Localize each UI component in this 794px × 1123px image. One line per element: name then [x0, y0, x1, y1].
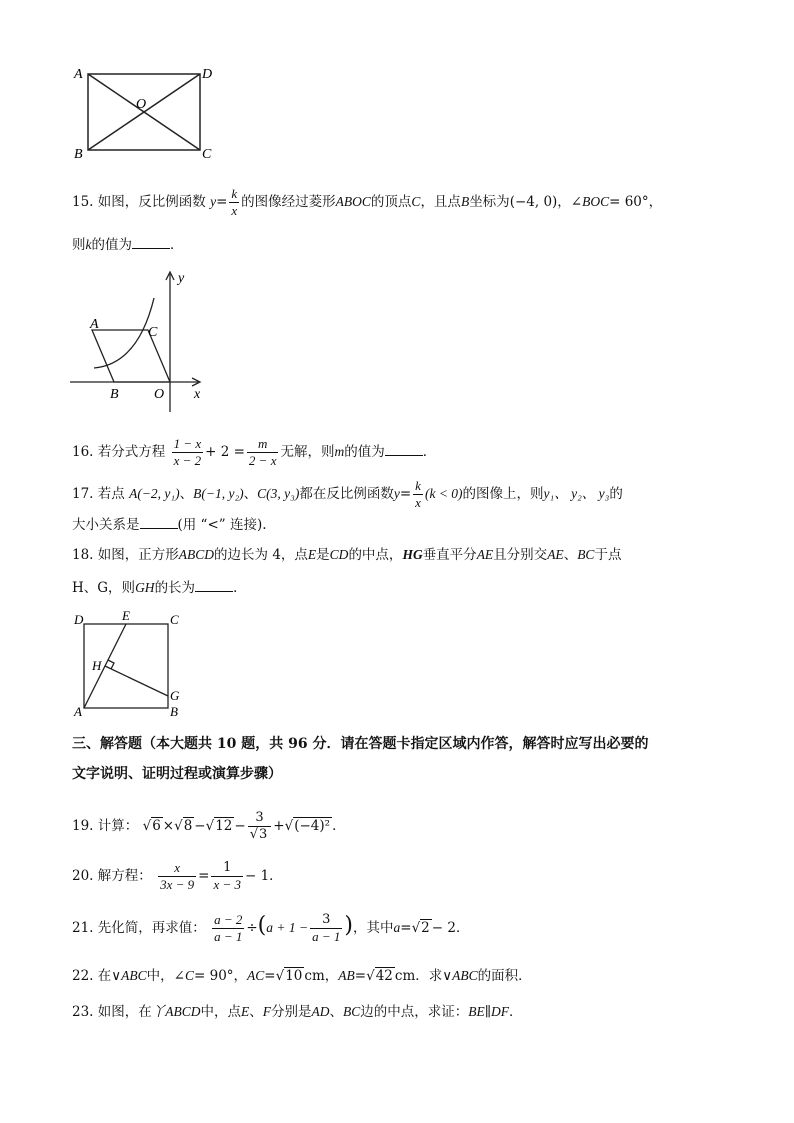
label-a: A — [90, 317, 99, 332]
segment-hg — [105, 666, 168, 696]
square-figure — [70, 608, 190, 720]
rhombus-figure — [70, 268, 220, 416]
answer-blank — [132, 234, 170, 249]
label-a: A — [74, 67, 83, 82]
q18-line1: 18. 如图，正方形ABCD的边长为 4，点E是CD的中点，HG垂直平分AE且分别交AE、BC于点 — [72, 547, 622, 563]
q19-line: 19. 计算： √6 ×√8 −√12 − $\frac{3}{√3}$ +√(−4)² ． — [72, 810, 346, 842]
section-heading: 三、解答题（本大题共 10 题，共 96 分．请在答题卡指定区域内作答，解答时应写出必要的 — [72, 736, 649, 752]
label-c: C — [148, 325, 158, 340]
q17-line2: 大小关系是 (用 “<” 连接). — [72, 514, 267, 535]
q20-line: 20. 解方程： $\frac{x}{3x - 9}$ = $\frac{1}{x - 3}$ − 1． — [72, 860, 283, 892]
q23-line: 23. 如图，在丫ABCD中，点E、F分别是AD、BC边的中点，求证：BE∥DF． — [72, 1004, 523, 1020]
label-b: B — [74, 147, 83, 162]
q21-line: 21. 先化简，再求值： $\frac{a - 2}{a - 1}$ ÷(a + 1 − $\frac{3}{a - 1}$ )，其中a=√2 − 2． — [72, 912, 470, 944]
label-b: B — [110, 387, 119, 402]
answer-blank — [140, 514, 178, 529]
label-x: x — [194, 387, 201, 402]
label-h: H — [92, 658, 102, 673]
label-g: G — [170, 688, 180, 703]
label-d: D — [202, 67, 213, 82]
answer-blank — [195, 577, 233, 592]
label-a: A — [74, 704, 82, 719]
label-y: y — [178, 271, 185, 286]
q15-line2: 则k的值为 ． — [72, 234, 184, 255]
label-c: C — [202, 147, 212, 162]
q22-line: 22. 在∨ABC中，∠C= 90°，AC=√10 cm，AB=√42 cm．求∨ABC的面积． — [72, 968, 532, 984]
q17-line1: 17. 若点 A(−2, y₁)、B(−1, y₂)、C(3, y₃)都在反比例函数y= $\frac{k}{x}$ (k < 0)的图像上，则y₁、 y₂、 y₃的 — [72, 478, 623, 510]
q16-line: 16. 若分式方程 $\frac{1 - x}{x - 2}$ + 2 = $\frac{m}{2 - x}$ 无解，则m的值为 ． — [72, 436, 437, 468]
label-o: O — [136, 97, 147, 112]
label-e: E — [122, 608, 130, 623]
label-d: D — [74, 612, 84, 627]
label-o: O — [154, 387, 165, 402]
q15-line1: 15. 如图，反比例函数 y= $\frac{k}{x}$ 的图像经过菱形ABOC的顶点C，且点B坐标为(−4, 0)，∠BOC= 60°， — [72, 186, 663, 218]
rhombus-shape — [92, 330, 170, 382]
label-c: C — [170, 612, 179, 627]
rectangle-figure — [70, 62, 220, 162]
answer-blank — [385, 441, 423, 456]
q18-line2: H、G，则GH的长为 ． — [72, 577, 247, 598]
label-b: B — [170, 704, 178, 719]
section-heading-cont: 文字说明、证明过程或演算步骤） — [72, 766, 282, 782]
